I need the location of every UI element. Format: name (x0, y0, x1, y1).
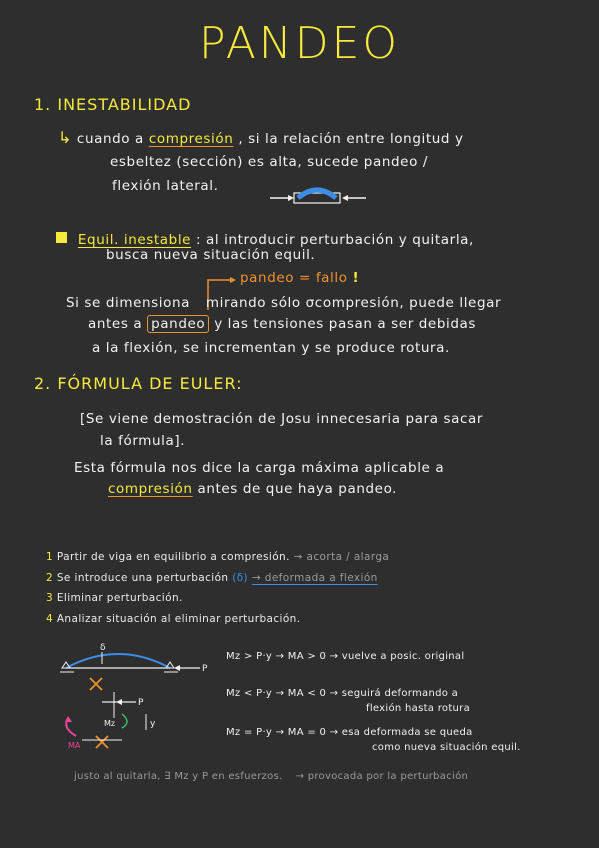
delta-label: δ (100, 643, 106, 653)
arrow-head-right-icon (288, 195, 294, 201)
step-4 (46, 613, 300, 625)
compresion-highlight: compresión (148, 131, 234, 147)
buckled-shape (298, 190, 336, 198)
pandeo-fallo-callout (240, 270, 359, 286)
compresion-highlight-2: compresión (108, 481, 193, 497)
case-condition: Mz < P·y → MA < 0 → (226, 688, 339, 699)
ma-label: MA (68, 741, 81, 750)
y-label: y (150, 719, 156, 729)
case-condition: Mz = P·y → MA = 0 → (226, 727, 339, 738)
p-label-1: P (202, 664, 208, 674)
dim-text-a: Si se dimensiona (66, 295, 191, 311)
fb-arrow-icon (116, 699, 122, 705)
case-2-line-2: flexión hasta rotura (366, 703, 471, 714)
euler-desc-1: Esta fórmula nos dice la carga máxima aplicable a (74, 460, 445, 476)
case-result: vuelve a posic. original (341, 651, 465, 662)
arrow-head-icon (174, 665, 180, 671)
case-result: seguirá deformando a (341, 688, 459, 699)
step-2 (46, 572, 378, 584)
text-cuando: cuando a (76, 131, 144, 147)
text-relacion: , si la relación entre longitud y (238, 131, 464, 147)
step-text: Se introduce una perturbación (56, 572, 229, 584)
footnote-a: justo al quitarla, ∃ Mz y P en esfuerzos. (74, 771, 283, 782)
footnote-b: → provocada por la perturbación (295, 771, 469, 782)
yellow-bullet-icon (56, 232, 67, 243)
case-result: esa deformada se queda (341, 727, 473, 738)
callout-text: pandeo = fallo (240, 270, 348, 286)
step-extra: → deformada a flexión (251, 572, 378, 584)
case-2 (226, 688, 458, 699)
step-1 (46, 551, 389, 563)
step-text: Partir de viga en equilibrio a compresión. (56, 551, 290, 563)
case-3-line-2: como nueva situación equil. (372, 742, 521, 753)
step-num: 4 (46, 613, 54, 625)
mz-label: Mz (104, 719, 116, 728)
step-3 (46, 592, 183, 604)
equil-inestable-label: Equil. inestable (77, 232, 192, 248)
hook-arrow-icon: ↳ (58, 128, 73, 147)
step-num: 2 (46, 572, 54, 584)
euler-note-2: la fórmula]. (100, 433, 186, 449)
dimensiona-line-2 (88, 316, 476, 332)
arrow-head-left-icon (342, 195, 348, 201)
dim-text-d: y las tensiones pasan a ser debidas (214, 316, 477, 332)
deformed-beam (66, 654, 170, 668)
intro-line-2: esbeltez (sección) es alta, sucede pandeo / (110, 154, 428, 170)
bullet-equil-line-1 (56, 232, 474, 248)
footnote (74, 771, 468, 782)
step-num: 3 (46, 592, 54, 604)
mz-moment-icon (122, 714, 127, 728)
dimensiona-line-3: a la flexión, se incrementan y se produce rotura. (92, 340, 450, 356)
dim-text-c: antes a (88, 316, 143, 332)
buckling-sketch (268, 182, 368, 210)
bullet-equil-line-2: busca nueva situación equil. (106, 247, 316, 263)
euler-desc-2 (108, 481, 397, 497)
section-heading-euler: 2. FÓRMULA DE EULER: (34, 374, 243, 393)
case-1 (226, 651, 464, 662)
euler-note-1: [Se viene demostración de Josu innecesaria para sacar (80, 411, 484, 427)
case-condition: Mz > P·y → MA > 0 → (226, 651, 339, 662)
dim-text-b: mirando sólo σcompresión, puede llegar (205, 295, 502, 311)
warning-mark-icon: ! (352, 270, 360, 286)
page-title: PANDEO (198, 18, 401, 69)
step-num: 1 (46, 551, 54, 563)
p-label-2: P (138, 698, 144, 708)
euler-desc-rest: antes de que haya pandeo. (197, 481, 398, 497)
dimensiona-line-1 (66, 295, 501, 311)
equil-text-1: : al introducir perturbación y quitarla, (196, 232, 474, 248)
section-heading-inestabilidad: 1. INESTABILIDAD (34, 95, 192, 114)
pandeo-boxed: pandeo (147, 315, 209, 333)
intro-line-3: flexión lateral. (112, 178, 219, 194)
step-text: Analizar situación al eliminar perturbación. (56, 613, 301, 625)
step-text: Eliminar perturbación. (56, 592, 183, 604)
case-3 (226, 727, 473, 738)
intro-line-1 (58, 128, 464, 147)
step-extra: → acorta / alarga (293, 551, 390, 563)
euler-diagram (52, 640, 212, 770)
delta-symbol: (δ) (232, 572, 249, 584)
ma-arrow-icon (65, 716, 72, 722)
